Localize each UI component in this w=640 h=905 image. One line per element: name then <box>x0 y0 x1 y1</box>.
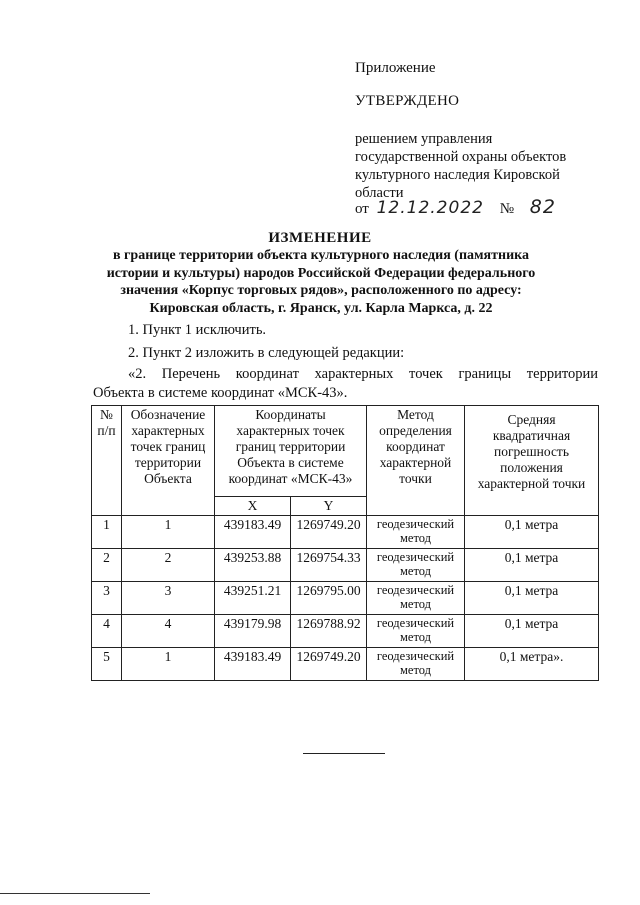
subtitle-line: в границе территории объекта культурного наследия (памятника <box>113 248 529 263</box>
cell-method: геодезический метод <box>367 582 465 615</box>
table-row <box>92 582 599 615</box>
cell-y: 1269749.20 <box>291 648 367 681</box>
cell-point: 4 <box>122 615 215 648</box>
number-sign: № <box>499 201 515 217</box>
cell-x: 439179.98 <box>215 615 291 648</box>
quote-paragraph <box>93 365 598 403</box>
header-num: № п/п <box>92 406 122 516</box>
cell-y: 1269788.92 <box>291 615 367 648</box>
cell-accuracy: 0,1 метра <box>465 549 599 582</box>
cell-accuracy: 0,1 метра <box>465 615 599 648</box>
approval-body <box>355 130 615 202</box>
approval-line: области <box>355 185 404 201</box>
subtitle-line: истории и культуры) народов Российской Федерации федерального <box>106 265 536 281</box>
table-row <box>92 648 599 681</box>
bottom-margin-line <box>0 893 150 894</box>
date-prefix: от <box>355 201 369 217</box>
handwritten-number: 82 <box>529 196 556 218</box>
cell-num: 2 <box>92 549 122 582</box>
cell-method: геодезический метод <box>367 615 465 648</box>
item-2: 2. Пункт 2 изложить в следующей редакции: <box>128 345 405 361</box>
header-x: X <box>215 497 291 516</box>
cell-method: геодезический метод <box>367 516 465 549</box>
quote-line-1: «2. Перечень координат характерных точек границы территории <box>128 366 598 382</box>
cell-accuracy: 0,1 метра». <box>465 648 599 681</box>
cell-method: геодезический метод <box>367 549 465 582</box>
cell-x: 439183.49 <box>215 516 291 549</box>
coordinates-table <box>91 405 599 681</box>
cell-y: 1269754.33 <box>291 549 367 582</box>
subtitle-line: значения «Корпус торговых рядов», расположенного по адресу: <box>120 283 522 298</box>
table-row <box>92 549 599 582</box>
cell-num: 4 <box>92 615 122 648</box>
cell-num: 5 <box>92 648 122 681</box>
cell-point: 1 <box>122 516 215 549</box>
header-method: Метод определения координат характерной точки <box>367 406 465 516</box>
cell-point: 3 <box>122 582 215 615</box>
cell-x: 439183.49 <box>215 648 291 681</box>
document-title: ИЗМЕНЕНИЕ <box>268 230 372 246</box>
cell-num: 3 <box>92 582 122 615</box>
cell-x: 439253.88 <box>215 549 291 582</box>
approval-line: культурного наследия Кировской <box>355 167 560 183</box>
document-subtitle <box>82 247 560 317</box>
table-row <box>92 516 599 549</box>
cell-y: 1269749.20 <box>291 516 367 549</box>
cell-num: 1 <box>92 516 122 549</box>
end-separator-line <box>303 753 385 754</box>
approval-line: решением управления <box>355 131 493 147</box>
header-y: Y <box>291 497 367 516</box>
table-header-row <box>92 406 599 497</box>
appendix-label: Приложение <box>355 60 436 76</box>
header-designation: Обозначение характерных точек границ территории Объекта <box>122 406 215 516</box>
header-accuracy: Средняя квадратичная погрешность положения характерной точки <box>465 406 599 516</box>
header-coordinates: Координаты характерных точек границ территории Объекта в системе координат «МСК-43» <box>215 406 367 497</box>
item-1: 1. Пункт 1 исключить. <box>128 322 267 338</box>
cell-x: 439251.21 <box>215 582 291 615</box>
quote-line-2: Объекта в системе координат «МСК-43». <box>93 385 348 401</box>
cell-accuracy: 0,1 метра <box>465 582 599 615</box>
approval-date-line <box>355 196 556 218</box>
cell-point: 1 <box>122 648 215 681</box>
subtitle-line: Кировская область, г. Яранск, ул. Карла Маркса, д. 22 <box>149 300 493 316</box>
cell-accuracy: 0,1 метра <box>465 516 599 549</box>
cell-point: 2 <box>122 549 215 582</box>
table-row <box>92 615 599 648</box>
cell-method: геодезический метод <box>367 648 465 681</box>
handwritten-date: 12.12.2022 <box>376 198 484 218</box>
approved-label: УТВЕРЖДЕНО <box>355 93 460 109</box>
approval-line: государственной охраны объектов <box>355 149 567 165</box>
cell-y: 1269795.00 <box>291 582 367 615</box>
